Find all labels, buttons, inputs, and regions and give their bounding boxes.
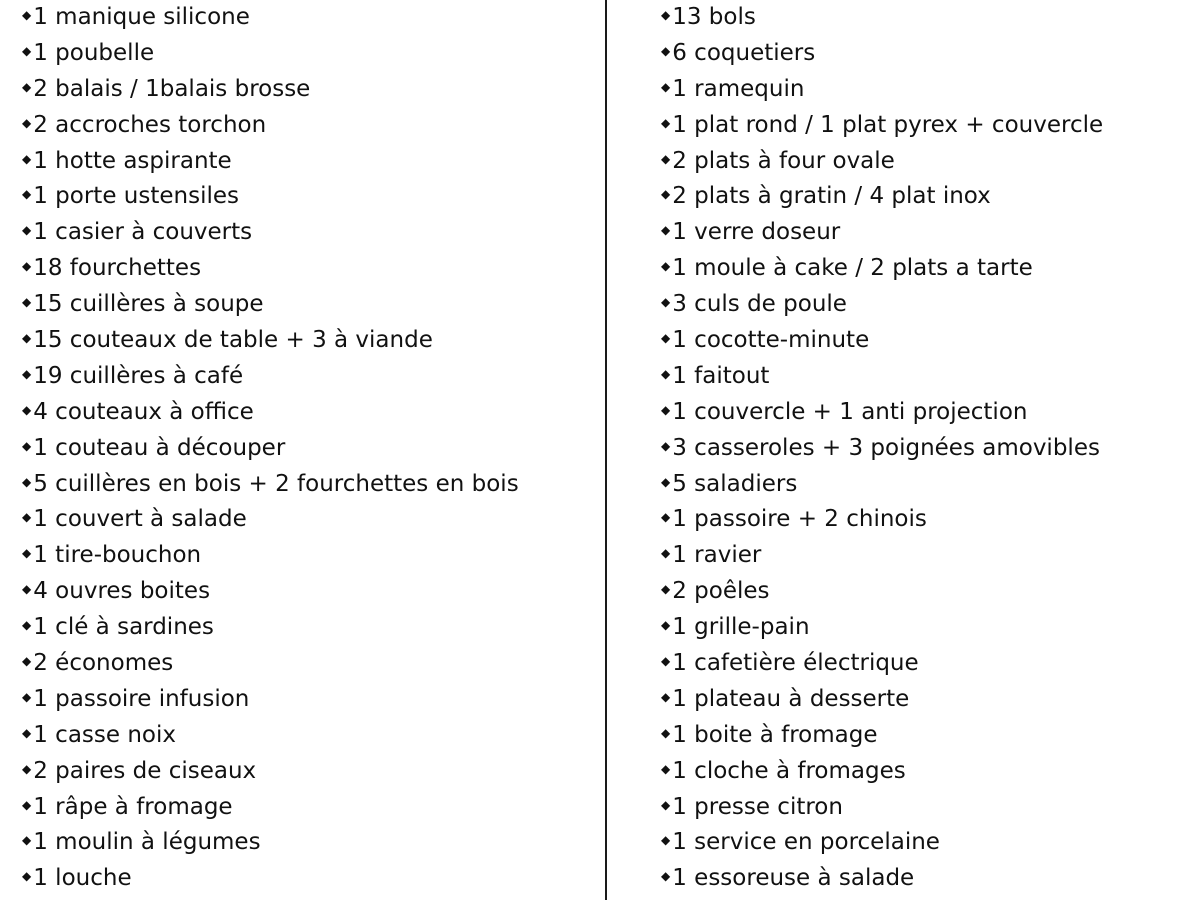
list-item-text: 1 couvert à salade — [33, 506, 247, 533]
diamond-bullet-icon: ◆ — [22, 295, 32, 310]
diamond-bullet-icon: ◆ — [22, 689, 32, 704]
list-item-text: 1 tire-bouchon — [33, 542, 202, 569]
list-item — [22, 718, 519, 754]
diamond-bullet-icon: ◆ — [22, 223, 32, 238]
diamond-bullet-icon: ◆ — [22, 474, 32, 489]
list-item — [661, 431, 1103, 467]
list-item — [22, 287, 519, 323]
diamond-bullet-icon: ◆ — [22, 187, 32, 202]
list-item — [661, 538, 1103, 574]
list-item-text: 4 couteaux à office — [33, 398, 254, 425]
list-item-text: 2 plats à four ovale — [672, 147, 895, 174]
list-item-text: 2 balais / 1balais brosse — [33, 75, 311, 102]
diamond-bullet-icon: ◆ — [661, 618, 671, 633]
list-item-text: 2 accroches torchon — [33, 111, 267, 138]
list-item-text: 1 boite à fromage — [672, 721, 878, 748]
list-item-text: 1 plateau à desserte — [672, 685, 910, 712]
diamond-bullet-icon: ◆ — [22, 761, 32, 776]
list-item-text: 15 cuillères à soupe — [33, 291, 264, 318]
left-inventory-list — [22, 0, 519, 897]
list-item-text: 2 poêles — [672, 578, 770, 605]
list-item-text: 1 verre doseur — [672, 219, 841, 246]
list-item — [22, 861, 519, 897]
list-item-text: 2 paires de ciseaux — [33, 757, 257, 784]
list-item — [22, 0, 519, 36]
list-item-text: 1 cafetière électrique — [672, 650, 919, 677]
list-item-text: 1 passoire infusion — [33, 685, 250, 712]
diamond-bullet-icon: ◆ — [22, 115, 32, 130]
list-item-text: 1 faitout — [672, 362, 770, 389]
diamond-bullet-icon: ◆ — [661, 7, 671, 22]
list-item — [661, 861, 1103, 897]
list-item-text: 1 casse noix — [33, 721, 176, 748]
list-item-text: 1 hotte aspirante — [33, 147, 232, 174]
diamond-bullet-icon: ◆ — [22, 79, 32, 94]
list-item — [22, 502, 519, 538]
list-item-text: 1 ramequin — [672, 75, 805, 102]
list-item-text: 1 essoreuse à salade — [672, 865, 915, 892]
list-item — [22, 395, 519, 431]
list-item — [661, 754, 1103, 790]
diamond-bullet-icon: ◆ — [22, 330, 32, 345]
list-item — [22, 467, 519, 503]
diamond-bullet-icon: ◆ — [661, 582, 671, 597]
list-item — [22, 251, 519, 287]
list-item-text: 1 couvercle + 1 anti projection — [672, 398, 1028, 425]
diamond-bullet-icon: ◆ — [22, 366, 32, 381]
list-item — [22, 682, 519, 718]
diamond-bullet-icon: ◆ — [22, 725, 32, 740]
list-item-text: 3 culs de poule — [672, 291, 847, 318]
list-item-text: 13 bols — [672, 4, 756, 30]
list-item — [661, 215, 1103, 251]
list-item — [22, 790, 519, 826]
list-item — [22, 825, 519, 861]
list-item — [661, 825, 1103, 861]
list-item — [661, 287, 1103, 323]
diamond-bullet-icon: ◆ — [22, 259, 32, 274]
diamond-bullet-icon: ◆ — [661, 761, 671, 776]
list-item-text: 1 cocotte-minute — [672, 327, 870, 354]
list-item — [661, 72, 1103, 108]
list-item-text: 1 couteau à découper — [33, 434, 286, 461]
diamond-bullet-icon: ◆ — [661, 259, 671, 274]
list-item — [661, 179, 1103, 215]
list-item — [22, 431, 519, 467]
diamond-bullet-icon: ◆ — [22, 43, 32, 58]
list-item — [661, 467, 1103, 503]
diamond-bullet-icon: ◆ — [661, 438, 671, 453]
list-item-text: 1 moule à cake / 2 plats a tarte — [672, 255, 1033, 282]
list-item-text: 1 presse citron — [672, 793, 843, 820]
diamond-bullet-icon: ◆ — [661, 474, 671, 489]
list-item — [22, 574, 519, 610]
diamond-bullet-icon: ◆ — [22, 546, 32, 561]
list-item — [661, 0, 1103, 36]
list-item-text: 4 ouvres boites — [33, 578, 211, 605]
list-item-text: 5 saladiers — [672, 470, 798, 497]
list-item — [661, 323, 1103, 359]
list-item — [661, 718, 1103, 754]
diamond-bullet-icon: ◆ — [22, 869, 32, 884]
diamond-bullet-icon: ◆ — [22, 438, 32, 453]
list-item — [661, 144, 1103, 180]
list-item-text: 5 cuillères en bois + 2 fourchettes en bois — [33, 470, 519, 497]
list-item-text: 1 casier à couverts — [33, 219, 253, 246]
diamond-bullet-icon: ◆ — [661, 223, 671, 238]
diamond-bullet-icon: ◆ — [661, 43, 671, 58]
list-item-text: 1 grille-pain — [672, 614, 810, 641]
diamond-bullet-icon: ◆ — [661, 151, 671, 166]
list-item-text: 2 économes — [33, 650, 174, 677]
list-item — [22, 323, 519, 359]
list-item — [661, 502, 1103, 538]
list-item-text: 1 cloche à fromages — [672, 757, 906, 784]
list-item — [22, 108, 519, 144]
list-item — [661, 359, 1103, 395]
list-item-text: 1 porte ustensiles — [33, 183, 239, 210]
list-item-text: 1 louche — [33, 865, 132, 892]
list-item-text: 1 clé à sardines — [33, 614, 214, 641]
diamond-bullet-icon: ◆ — [661, 546, 671, 561]
list-item-text: 1 poubelle — [33, 39, 155, 66]
list-item — [22, 359, 519, 395]
diamond-bullet-icon: ◆ — [661, 510, 671, 525]
list-item — [22, 179, 519, 215]
list-item — [22, 72, 519, 108]
list-item — [22, 538, 519, 574]
list-item — [22, 36, 519, 72]
list-item — [661, 790, 1103, 826]
diamond-bullet-icon: ◆ — [22, 618, 32, 633]
diamond-bullet-icon: ◆ — [22, 510, 32, 525]
diamond-bullet-icon: ◆ — [22, 402, 32, 417]
diamond-bullet-icon: ◆ — [661, 402, 671, 417]
list-item — [22, 754, 519, 790]
list-item — [661, 36, 1103, 72]
diamond-bullet-icon: ◆ — [661, 115, 671, 130]
list-item — [661, 646, 1103, 682]
list-item — [22, 610, 519, 646]
list-item — [661, 610, 1103, 646]
list-item — [22, 646, 519, 682]
list-item — [661, 251, 1103, 287]
list-item — [661, 395, 1103, 431]
diamond-bullet-icon: ◆ — [22, 582, 32, 597]
diamond-bullet-icon: ◆ — [22, 797, 32, 812]
list-item-text: 1 service en porcelaine — [672, 829, 940, 856]
diamond-bullet-icon: ◆ — [661, 725, 671, 740]
diamond-bullet-icon: ◆ — [22, 151, 32, 166]
list-item-text: 1 manique silicone — [33, 4, 250, 30]
list-item — [661, 108, 1103, 144]
column-divider — [605, 0, 607, 900]
list-item — [22, 215, 519, 251]
list-item-text: 19 cuillères à café — [33, 362, 244, 389]
diamond-bullet-icon: ◆ — [661, 187, 671, 202]
list-item — [22, 144, 519, 180]
diamond-bullet-icon: ◆ — [661, 797, 671, 812]
list-item — [661, 574, 1103, 610]
list-item-text: 1 plat rond / 1 plat pyrex + couvercle — [672, 111, 1104, 138]
diamond-bullet-icon: ◆ — [22, 833, 32, 848]
right-inventory-list — [661, 0, 1103, 897]
diamond-bullet-icon: ◆ — [661, 79, 671, 94]
list-item-text: 6 coquetiers — [672, 39, 816, 66]
list-item-text: 18 fourchettes — [33, 255, 202, 282]
diamond-bullet-icon: ◆ — [22, 7, 32, 22]
diamond-bullet-icon: ◆ — [661, 833, 671, 848]
diamond-bullet-icon: ◆ — [661, 366, 671, 381]
list-item-text: 1 râpe à fromage — [33, 793, 233, 820]
list-item-text: 1 passoire + 2 chinois — [672, 506, 927, 533]
list-item-text: 15 couteaux de table + 3 à viande — [33, 327, 433, 354]
list-item — [661, 682, 1103, 718]
list-item-text: 1 ravier — [672, 542, 762, 569]
diamond-bullet-icon: ◆ — [661, 653, 671, 668]
list-item-text: 3 casseroles + 3 poignées amovibles — [672, 434, 1100, 461]
diamond-bullet-icon: ◆ — [661, 869, 671, 884]
diamond-bullet-icon: ◆ — [661, 295, 671, 310]
diamond-bullet-icon: ◆ — [661, 689, 671, 704]
list-item-text: 2 plats à gratin / 4 plat inox — [672, 183, 991, 210]
list-item-text: 1 moulin à légumes — [33, 829, 261, 856]
diamond-bullet-icon: ◆ — [22, 653, 32, 668]
diamond-bullet-icon: ◆ — [661, 330, 671, 345]
